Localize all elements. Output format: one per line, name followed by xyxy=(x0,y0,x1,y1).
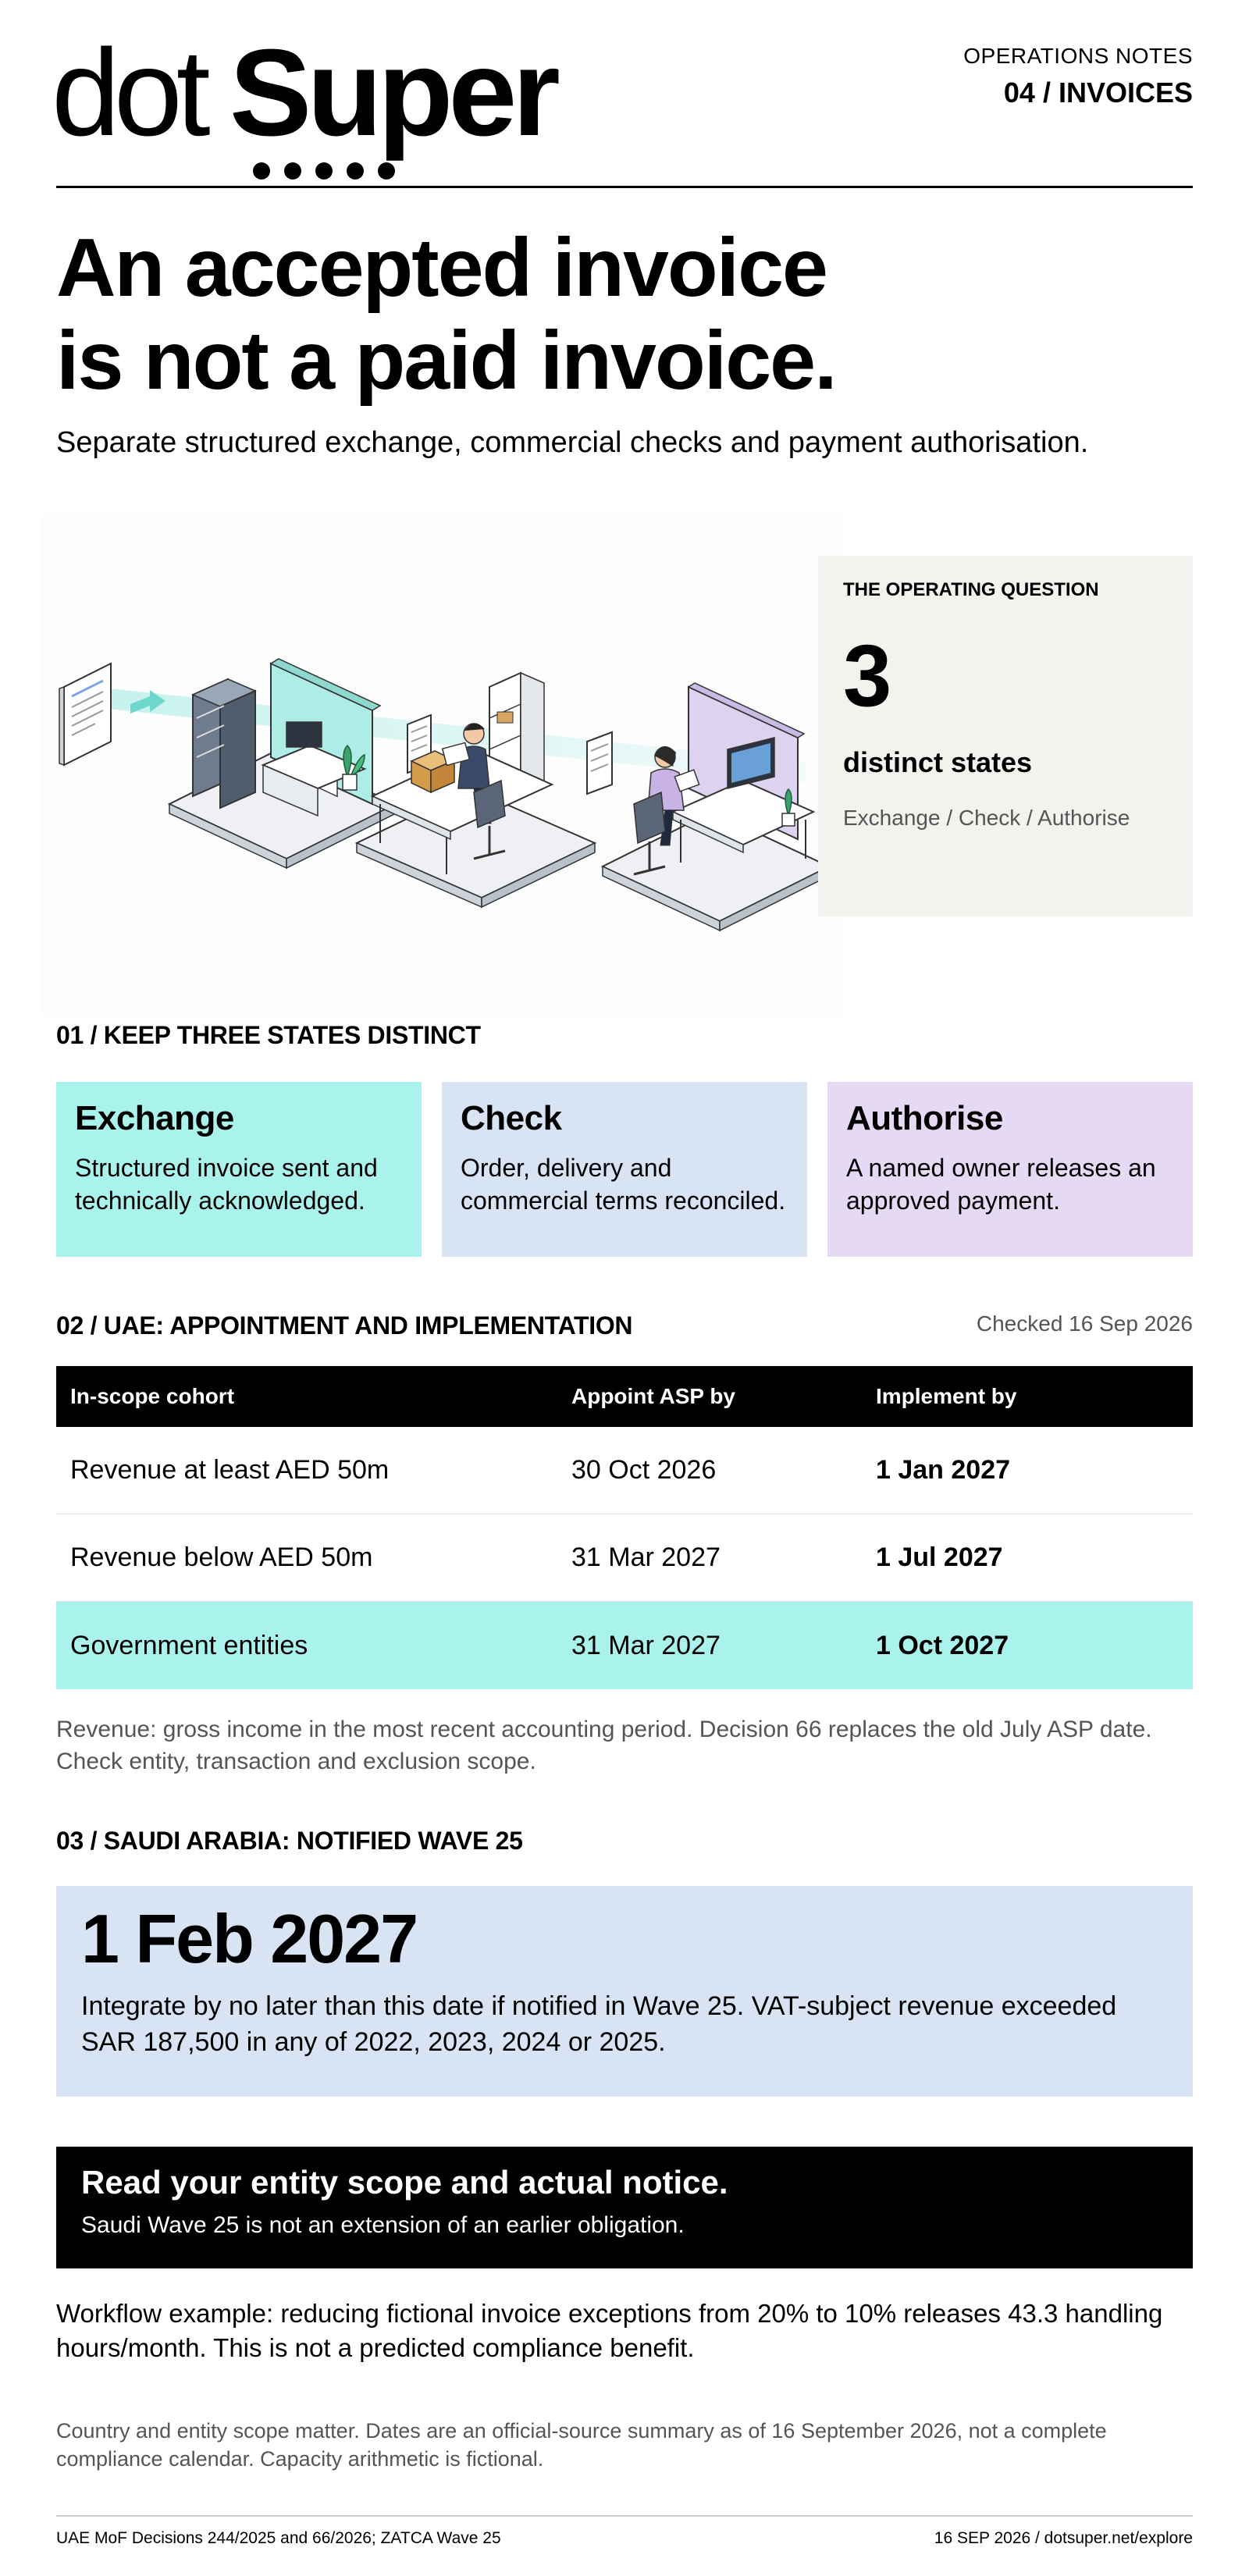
callout-text: Saudi Wave 25 is not an extension of an earlier obligation. xyxy=(81,2212,685,2238)
implement-cell: 1 Oct 2027 xyxy=(876,1630,1009,1660)
card-authorise-text: A named owner releases an approved payment. xyxy=(846,1154,1156,1215)
cohort-cell: Revenue below AED 50m xyxy=(70,1542,373,1572)
appoint-cell: 31 Mar 2027 xyxy=(571,1630,721,1660)
dotsuper-logo xyxy=(52,23,618,172)
card-authorise xyxy=(827,1082,1193,1257)
states-count: 3 xyxy=(843,627,892,724)
uae-deadlines-table xyxy=(56,1366,1193,1689)
state-cards xyxy=(56,1082,1193,1257)
footer-date-link: 16 SEP 2026 / dotsuper.net/explore xyxy=(934,2529,1193,2547)
saudi-deadline-date: 1 Feb 2027 xyxy=(81,1900,418,1977)
page xyxy=(52,0,1193,2576)
workflow-example: Workflow example: reducing fictional invoice exceptions from 20% to 10% releases 43.3 handling hours/month. This is not a predicted compliance benefit. xyxy=(56,2299,1163,2362)
table-row xyxy=(56,1427,1193,1514)
card-check-text: Order, delivery and commercial terms reconciled. xyxy=(461,1154,786,1215)
header-kicker: OPERATIONS NOTES xyxy=(963,44,1193,68)
card-exchange xyxy=(56,1082,422,1257)
headline-line-1: An accepted invoice xyxy=(56,222,827,314)
checked-date: Checked 16 Sep 2026 xyxy=(976,1311,1193,1336)
column-header-implement: Implement by xyxy=(876,1384,1017,1408)
footer-divider xyxy=(56,2515,1193,2517)
column-header-appoint: Appoint ASP by xyxy=(571,1384,735,1408)
states-label: distinct states xyxy=(843,746,1033,778)
header-issue: 04 / INVOICES xyxy=(1003,76,1193,109)
appoint-cell: 31 Mar 2027 xyxy=(571,1542,721,1572)
disclaimer: Country and entity scope matter. Dates are an official-source summary as of 16 September 2026, not a complete compliance calendar. Capacity arithmetic is fictional. xyxy=(56,2419,1107,2471)
card-exchange-text: Structured invoice sent and technically acknowledged. xyxy=(75,1154,378,1215)
implement-cell: 1 Jan 2027 xyxy=(876,1455,1011,1485)
header-meta xyxy=(963,44,1193,109)
logo-dots xyxy=(253,162,395,180)
cohort-cell: Government entities xyxy=(70,1630,308,1660)
header-divider xyxy=(56,186,1193,188)
card-exchange-title: Exchange xyxy=(75,1099,234,1137)
operating-question-eyebrow: THE OPERATING QUESTION xyxy=(843,579,1099,600)
page-headline xyxy=(56,222,915,407)
saudi-wave-panel xyxy=(56,1886,1193,2097)
implement-cell: 1 Jul 2027 xyxy=(876,1542,1003,1572)
scope-callout xyxy=(56,2147,1193,2268)
headline-line-2: is not a paid invoice. xyxy=(56,314,836,407)
states-list: Exchange / Check / Authorise xyxy=(843,806,1130,830)
table-row-highlighted xyxy=(56,1602,1193,1689)
column-header-cohort: In-scope cohort xyxy=(70,1384,235,1408)
section-1-title: 01 / KEEP THREE STATES DISTINCT xyxy=(56,1021,481,1049)
logo-bold-text: Super xyxy=(230,24,556,162)
office-workflow-illustration xyxy=(41,515,845,1015)
footer-sources: UAE MoF Decisions 244/2025 and 66/2026; ZATCA Wave 25 xyxy=(56,2529,501,2547)
table-row xyxy=(56,1514,1193,1602)
card-authorise-title: Authorise xyxy=(846,1099,1003,1137)
logo-light-text: dot xyxy=(52,24,205,162)
section-2-title: 02 / UAE: APPOINTMENT AND IMPLEMENTATION xyxy=(56,1311,633,1340)
cohort-cell: Revenue at least AED 50m xyxy=(70,1455,390,1485)
saudi-deadline-text: Integrate by no later than this date if notified in Wave 25. VAT-subject revenue exceeded SAR 187,500 in any of 2022, 2023, 2024 or 2025. xyxy=(81,1991,1117,2058)
revenue-note: Revenue: gross income in the most recent accounting period. Decision 66 replaces the old July ASP date. Check entity, transaction and exclusion scope. xyxy=(56,1717,1152,1774)
card-check-title: Check xyxy=(461,1099,562,1137)
table-header-row xyxy=(56,1366,1193,1427)
operating-question-panel xyxy=(818,556,1193,916)
card-check xyxy=(442,1082,807,1257)
callout-title: Read your entity scope and actual notice. xyxy=(81,2164,728,2201)
section-3-title: 03 / SAUDI ARABIA: NOTIFIED WAVE 25 xyxy=(56,1827,523,1855)
appoint-cell: 30 Oct 2026 xyxy=(571,1455,717,1485)
page-subhead: Separate structured exchange, commercial checks and payment authorisation. xyxy=(56,426,1089,459)
